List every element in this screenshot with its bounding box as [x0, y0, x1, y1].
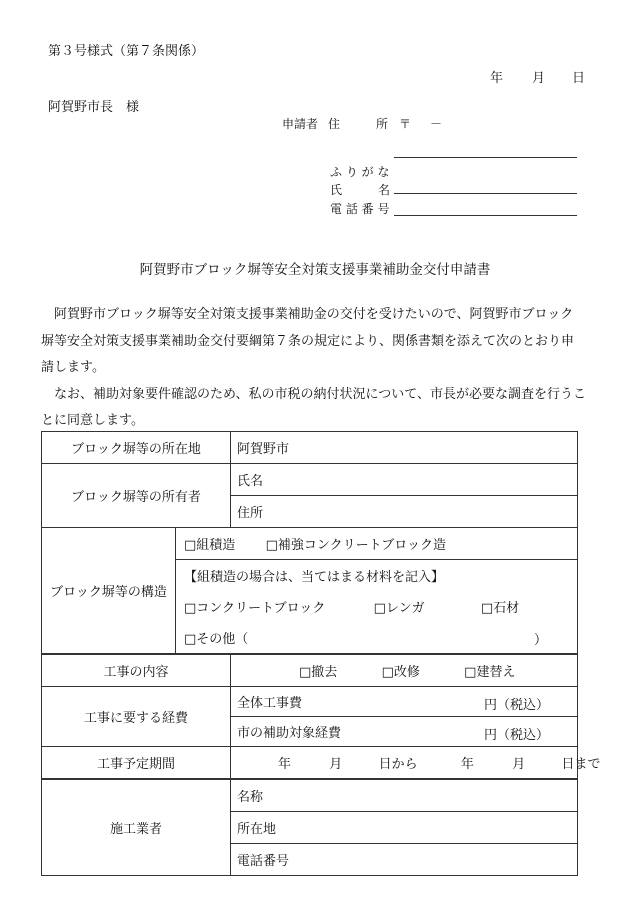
phone-label: 電 話 番 号 [330, 202, 390, 216]
addressee: 阿賀野市長 様 [48, 100, 140, 115]
material-option-other[interactable]: □その他（ [184, 632, 249, 647]
postal-dash[interactable]: － [430, 117, 443, 131]
document-title: 阿賀野市ブロック塀等安全対策支援事業補助金交付申請書 [139, 262, 491, 278]
cost-subsidy-unit: 円（税込） [483, 728, 549, 743]
name-line[interactable] [394, 193, 577, 194]
cost-total-field[interactable] [231, 687, 578, 717]
period-end-year: 年 [460, 757, 474, 772]
structure-option-reinforced[interactable]: □補強コンクリートブロック造 [265, 538, 446, 553]
period-row [42, 747, 578, 780]
cost-subsidy-label: 市の補助対象経費 [237, 726, 342, 741]
name-label: 氏 名 [330, 183, 391, 197]
contractor-row [42, 779, 578, 812]
body-text [41, 302, 586, 435]
applicant-address-label: 住 所 [328, 117, 389, 131]
material-other[interactable] [176, 622, 578, 654]
period-from: 日から [378, 757, 418, 772]
contractor-address-field[interactable]: 所在地 [231, 812, 578, 844]
owner-row [42, 464, 578, 496]
material-option-concrete-block[interactable]: □コンクリートブロック [184, 601, 326, 616]
cost-row [42, 687, 578, 717]
body-paragraph-1: 阿賀野市ブロック塀等安全対策支援事業補助金の交付を受けたいので、阿賀野市ブロック塀等安全対策支援事業補助金交付要綱第７条の規定により、関係書類を添えて次のとおり申請します。 [41, 307, 575, 375]
furigana-line[interactable] [394, 157, 577, 158]
period-field[interactable] [231, 747, 601, 780]
applicant-role-label: 申請者 [282, 117, 319, 131]
postal-mark: 〒 [399, 117, 412, 131]
location-label: ブロック塀等の所在地 [42, 432, 231, 464]
contractor-label: 施工業者 [42, 779, 231, 876]
structure-type-options [176, 528, 578, 560]
period-to: 日まで [561, 757, 601, 772]
work-option-rebuild[interactable]: □建替え [464, 665, 516, 680]
structure-row [42, 528, 578, 560]
structure-label: ブロック塀等の構造 [42, 528, 176, 655]
cost-subsidy-field[interactable] [231, 717, 578, 747]
owner-label: ブロック塀等の所有者 [42, 464, 231, 528]
location-value[interactable]: 阿賀野市 [231, 432, 578, 464]
material-option-stone[interactable]: □石材 [480, 601, 520, 616]
cost-label: 工事に要する経費 [42, 687, 231, 747]
work-options [231, 654, 578, 687]
body-paragraph-2: なお、補助対象要件確認のため、私の市税の納付状況について、市長が必要な調査を行うことに同意します。 [41, 386, 586, 428]
structure-option-masonry[interactable]: □組積造 [184, 538, 236, 553]
contractor-name-field[interactable]: 名称 [231, 779, 578, 812]
contractor-phone-field[interactable]: 電話番号 [231, 844, 578, 876]
application-table [41, 431, 601, 876]
work-option-repair[interactable]: □改修 [381, 665, 420, 680]
period-start-month: 月 [329, 757, 343, 772]
date-month: 月 [532, 71, 546, 86]
owner-address-field[interactable]: 住所 [231, 496, 578, 528]
work-option-removal[interactable]: □撤去 [299, 665, 338, 680]
period-end-month: 月 [512, 757, 526, 772]
phone-line[interactable] [394, 215, 577, 216]
structure-note: 【組積造の場合は、当てはまる材料を記入】 [176, 560, 578, 592]
form-number: 第３号様式（第７条関係） [48, 44, 205, 59]
cost-total-label: 全体工事費 [237, 696, 303, 711]
material-option-brick[interactable]: □レンガ [373, 601, 425, 616]
location-row [42, 432, 578, 464]
period-label: 工事予定期間 [42, 747, 231, 780]
furigana-label: ふ り が な [330, 165, 390, 179]
work-label: 工事の内容 [42, 654, 231, 687]
work-row [42, 654, 578, 687]
period-start-year: 年 [278, 757, 292, 772]
material-other-close: ） [533, 633, 547, 648]
date-year: 年 [490, 71, 504, 86]
cost-total-unit: 円（税込） [483, 698, 549, 713]
material-options [176, 591, 578, 622]
date-day: 日 [572, 71, 586, 86]
owner-name-field[interactable]: 氏名 [231, 464, 578, 496]
